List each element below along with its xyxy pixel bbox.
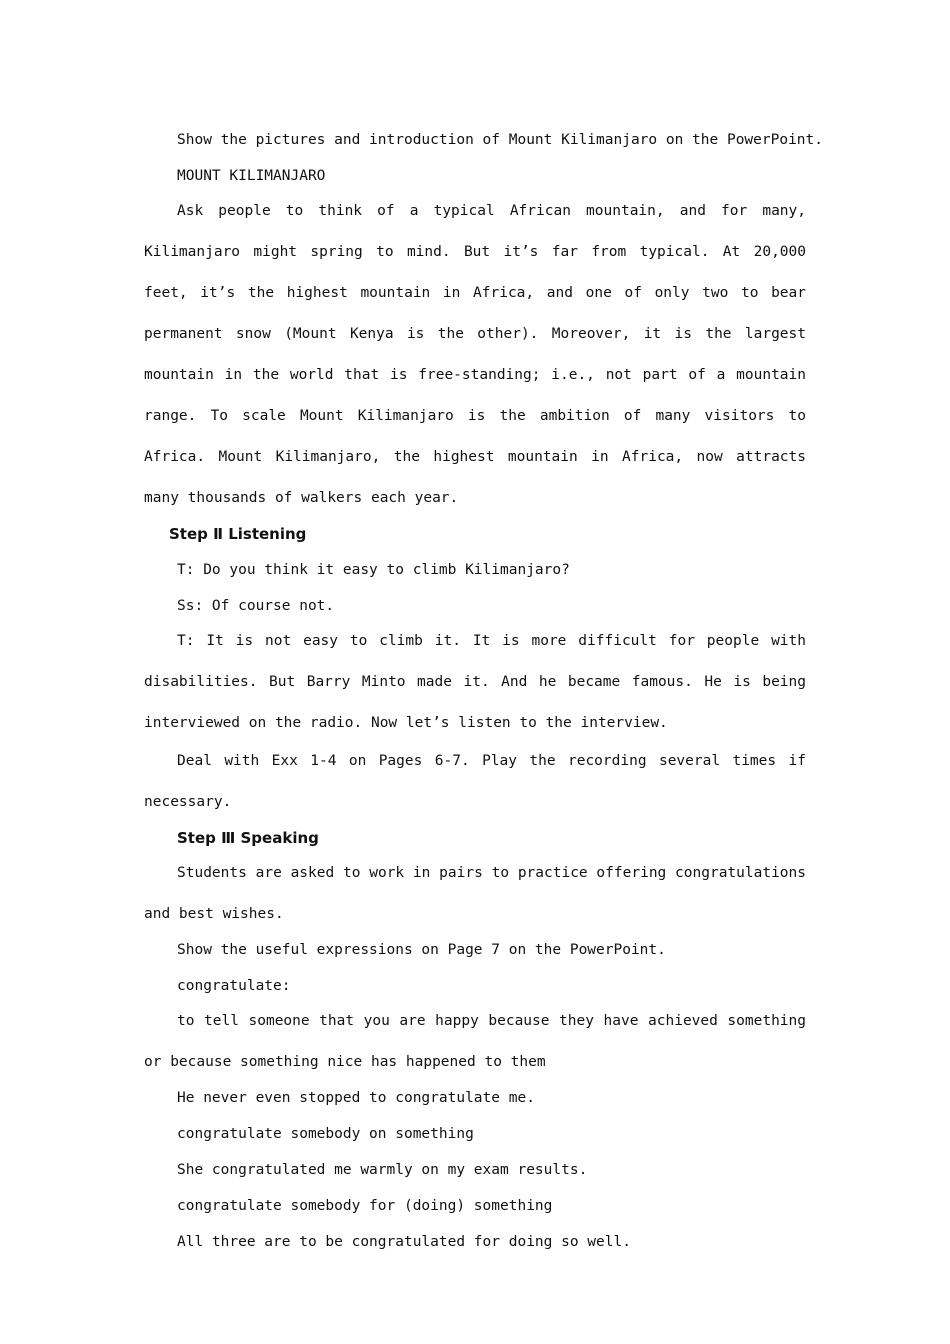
example-sentence-3: All three are to be congratulated for doing so well. (177, 1234, 631, 1250)
example-sentence-2: She congratulated me warmly on my exam results. (177, 1162, 588, 1178)
passage-title: MOUNT KILIMANJARO (177, 168, 326, 184)
vocab-term: congratulate: (177, 978, 291, 994)
expressions-instruction: Show the useful expressions on Page 7 on the PowerPoint. (177, 942, 666, 958)
exercise-instruction: Deal with Exx 1-4 on Pages 6-7. Play the recording several times if necessary. (144, 753, 806, 810)
pair-work-instruction: Students are asked to work in pairs to practice offering congratulations and best wishes. (144, 865, 806, 922)
kilimanjaro-passage: Ask people to think of a typical African mountain, and for many, Kilimanjaro might spring to mind. But it’s far from typical. At 20,000 feet, it’s the highest mountain in Africa, and one of only two to bear permanent snow (Mount Kenya is the other). Moreover, it is the largest mountain in the world that is free-standing; i.e., not part of a mountain range. To scale Mount Kilimanjaro is the ambition of many visitors to Africa. Mount Kilimanjaro, the highest mountain in Africa, now attracts many thousands of walkers each year. (144, 203, 806, 506)
teacher-explanation: T: It is not easy to climb it. It is more difficult for people with disabilities. But Barry Minto made it. And he became famous. He is being interviewed on the radio. Now let’s listen to the interview. (144, 633, 806, 731)
document-body (144, 122, 824, 1260)
teacher-question: T: Do you think it easy to climb Kilimanjaro? (177, 562, 570, 578)
students-answer: Ss: Of course not. (177, 598, 335, 614)
vocab-definition: to tell someone that you are happy because they have achieved something or because something nice has happened to them (144, 1013, 806, 1070)
usage-pattern-2: congratulate somebody for (doing) something (177, 1198, 553, 1214)
intro-instruction: Show the pictures and introduction of Mount Kilimanjaro on the PowerPoint. (177, 132, 824, 148)
example-sentence-1: He never even stopped to congratulate me. (177, 1090, 535, 1106)
step-3-heading: Step Ⅲ Speaking (177, 829, 319, 847)
step-2-heading: Step Ⅱ Listening (169, 525, 307, 543)
usage-pattern-1: congratulate somebody on something (177, 1126, 474, 1142)
